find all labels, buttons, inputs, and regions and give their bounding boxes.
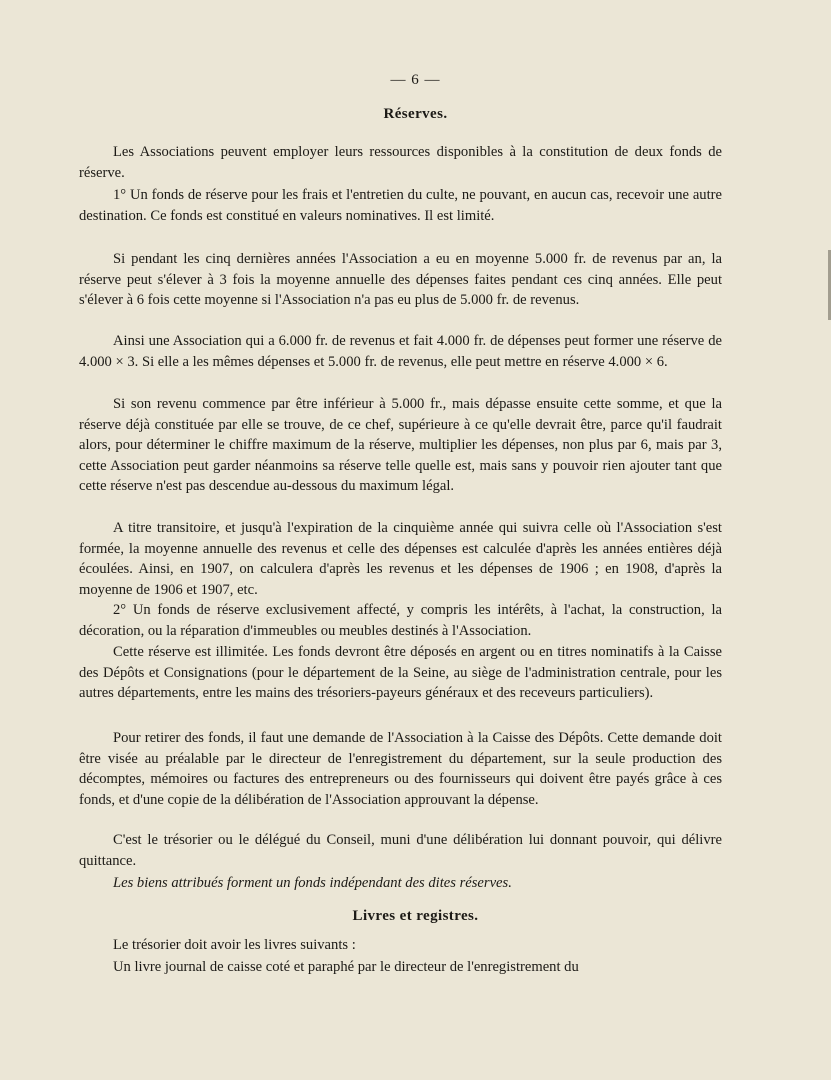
paragraph-12: Le trésorier doit avoir les livres suivants :	[113, 937, 356, 953]
paragraph-7: 2° Un fonds de réserve exclusivement affecté, y compris les intérêts, à l'achat, la construction, la décoration, ou la réparation d'immeubles ou meubles destinés à l'Association.	[79, 602, 722, 639]
paragraph-10: C'est le trésorier ou le délégué du Conseil, muni d'une délibération lui donnant pouvoir, qui délivre quittance.	[79, 832, 722, 869]
paragraph-1: Les Associations peuvent employer leurs ressources disponibles à la constitution de deux fonds de réserve.	[79, 144, 722, 181]
paragraph-2: 1° Un fonds de réserve pour les frais et l'entretien du culte, ne pouvant, en aucun cas, recevoir une autre destination. Ce fonds est constitué en valeurs nominatives. Il est limité.	[79, 187, 722, 224]
heading-reserves: Réserves.	[383, 106, 448, 122]
paragraph-11: Les biens attribués forment un fonds indépendant des dites réserves.	[113, 875, 512, 891]
paragraph-6: A titre transitoire, et jusqu'à l'expiration de la cinquième année qui suivra celle où l'Association s'est formée, la moyenne annuelle des revenus et celle des dépenses est calculée d'après les années entières déjà écoulées. Ainsi, en 1907, on calculera d'après les revenus et les dépenses de 1906 ; en 1908, d'après la moyenne de 1906 et 1907, etc.	[79, 520, 722, 598]
paragraph-4: Ainsi une Association qui a 6.000 fr. de revenus et fait 4.000 fr. de dépenses peut former une réserve de 4.000 × 3. Si elle a les mêmes dépenses et 5.000 fr. de revenus, elle peut mettre en réserve 4.000 × 6.	[79, 333, 722, 370]
paragraph-13: Un livre journal de caisse coté et paraphé par le directeur de l'enregistrement du	[113, 959, 579, 975]
paragraph-9: Pour retirer des fonds, il faut une demande de l'Association à la Caisse des Dépôts. Cette demande doit être visée au préalable par le directeur de l'enregistrement du département, sur la seule production des décomptes, mémoires ou factures des entrepreneurs ou des fournisseurs qui doivent être payés grâce à ces fonds, et d'une copie de la délibération de l'Association approuvant la dépense.	[79, 730, 722, 808]
paragraph-3: Si pendant les cinq dernières années l'Association a eu en moyenne 5.000 fr. de revenus par an, la réserve peut s'élever à 3 fois la moyenne annuelle des dépenses faites pendant ces cinq années. Elle peut s'élever à 6 fois cette moyenne si l'Association n'a pas eu plus de 5.000 fr. de revenus.	[79, 251, 722, 308]
paragraph-8: Cette réserve est illimitée. Les fonds devront être déposés en argent ou en titres nominatifs à la Caisse des Dépôts et Consignations (pour le département de la Seine, au siège de l'administration centrale, pour les autres départements, entre les mains des trésoriers-payeurs généraux et des receveurs particuliers).	[79, 644, 722, 701]
heading-livres: Livres et registres.	[352, 908, 479, 924]
paragraph-5: Si son revenu commence par être inférieur à 5.000 fr., mais dépasse ensuite cette somme, et que la réserve déjà constituée par elle se trouve, de ce chef, supérieure à ce qu'elle devrait être, parce qu'il faudrait alors, pour déterminer le chiffre maximum de la réserve, multiplier les dépenses, non plus par 6, mais par 3, cette Association peut garder néanmoins sa réserve telle quelle est, mais sans y pouvoir rien ajouter tant que cette réserve n'est pas descendue au-dessous du maximum légal.	[79, 396, 722, 494]
page-number: — 6 —	[390, 72, 441, 88]
